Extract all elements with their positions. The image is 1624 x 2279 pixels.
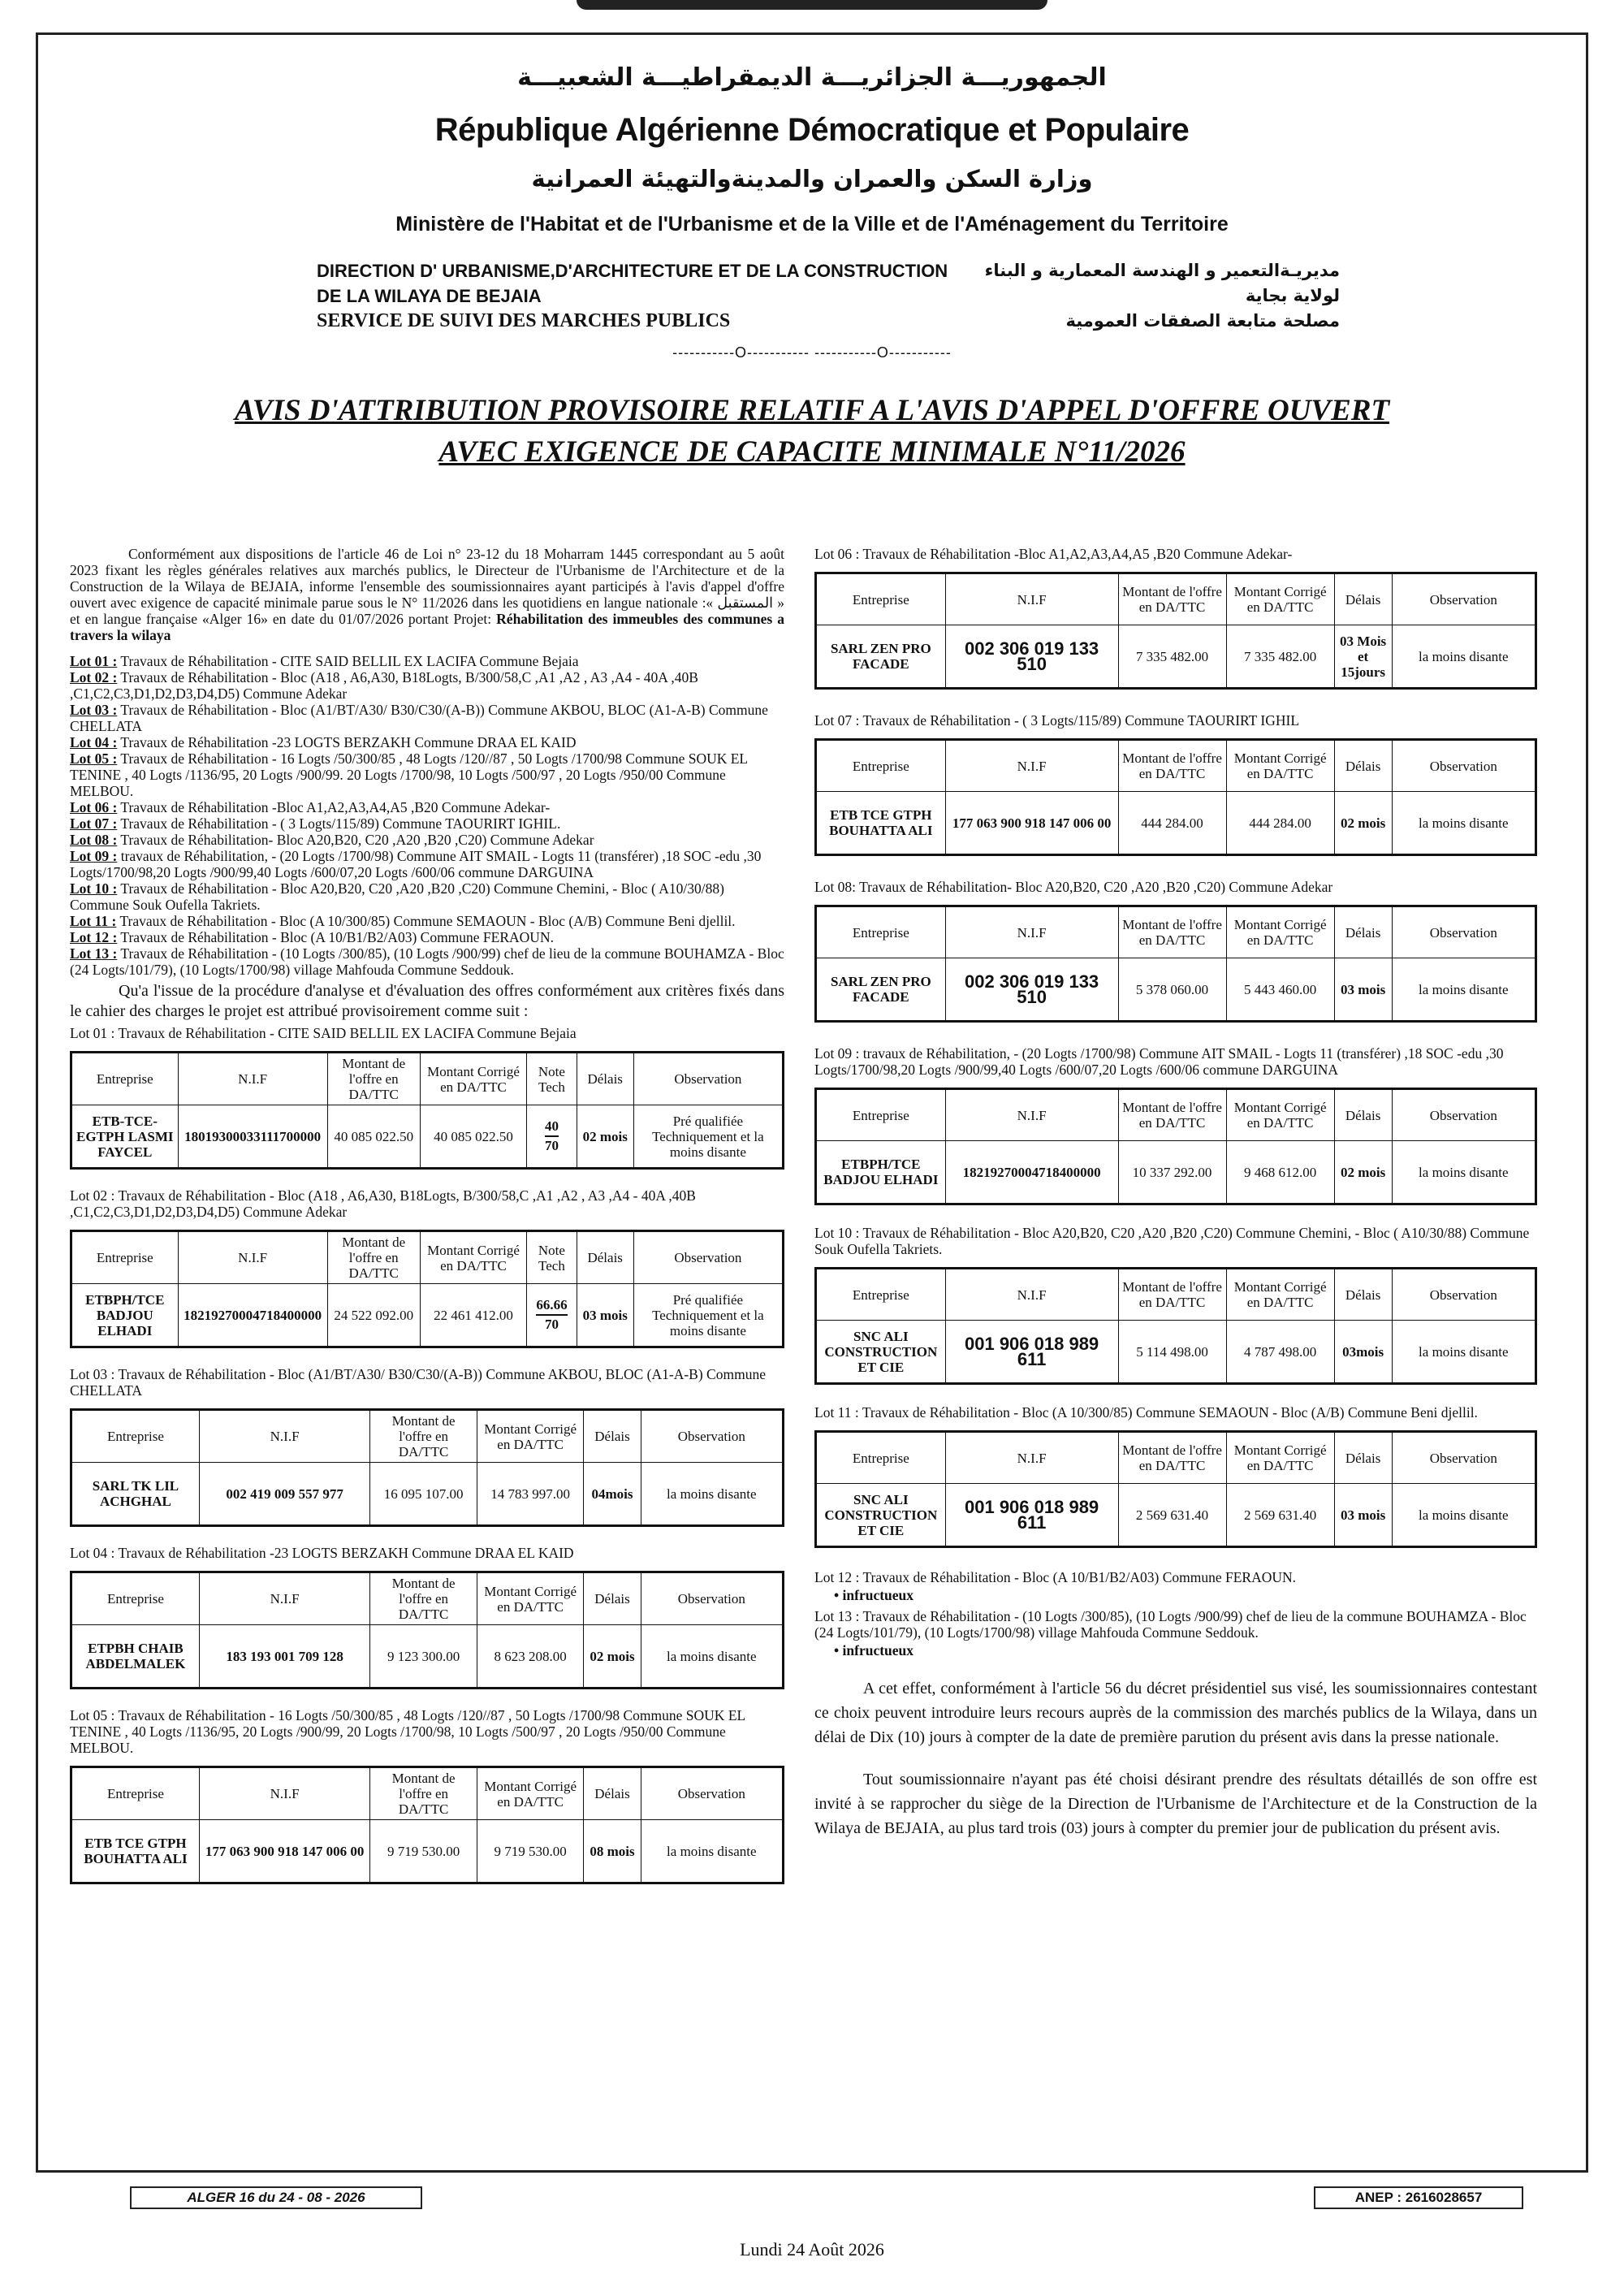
note-numerator: 40	[545, 1118, 559, 1137]
table-row	[71, 1820, 784, 1883]
closing-paragraph-2: Tout soumissionnaire n'ayant pas été choisi désirant prendre des résultats détaillés de son offre est invité à se rapprocher du siège de la Direction de l'Urbanisme de l'Architecture et de la Construction de la Wilaya de BEJAIA, au plus tard trois (03) jours à compter du premier jour de publication du présent avis.	[814, 1771, 1537, 1837]
award-lot-heading	[70, 1366, 784, 1399]
header-separator: -----------O----------- -----------O-----------	[672, 344, 952, 361]
cell-montant-offre: 10 337 292.00	[1118, 1141, 1226, 1204]
award-lot-heading	[70, 1707, 784, 1756]
header-montant-offre: Montant de l'offre en DA/TTC	[1118, 740, 1226, 792]
cell-entreprise: SARL ZEN PRO FACADE	[816, 958, 946, 1022]
lot-list-label: Lot 04 :	[70, 734, 118, 750]
award-table	[814, 1088, 1537, 1205]
cell-montant-offre: 5 378 060.00	[1118, 958, 1226, 1022]
header-nif: N.I.F	[945, 1269, 1118, 1321]
cell-entreprise: ETB-TCE-EGTPH LASMI FAYCEL	[71, 1105, 179, 1169]
header-delais: Délais	[584, 1767, 641, 1820]
header-entreprise: Entreprise	[816, 1432, 946, 1484]
lot-list-text: Travaux de Réhabilitation - Bloc (A1/BT/A30/ B30/C30/(A-B)) Commune AKBOU, BLOC (A1-A-B) Commune CHELLATA	[70, 702, 768, 734]
header-observation: Observation	[641, 1767, 783, 1820]
header-note-tech: Note Tech	[527, 1053, 577, 1105]
cell-montant-offre: 7 335 482.00	[1118, 625, 1226, 689]
cell-nif: 002 306 019 133 510	[945, 625, 1118, 689]
header-delais: Délais	[1334, 740, 1392, 792]
header-entreprise: Entreprise	[816, 573, 946, 625]
lot-list-item	[70, 653, 784, 669]
header-montant-corrige: Montant Corrigé en DA/TTC	[1226, 1089, 1334, 1141]
award-table	[814, 738, 1537, 856]
lot-list-item	[70, 929, 784, 945]
lot-list-item	[70, 815, 784, 832]
award-table	[70, 1230, 784, 1348]
cell-delais: 04mois	[584, 1463, 641, 1526]
notice-title: AVIS D'ATTRIBUTION PROVISOIRE RELATIF A L'AVIS D'APPEL D'OFFRE OUVERT	[234, 394, 1390, 427]
cell-delais: 02 mois	[584, 1625, 641, 1689]
header-observation: Observation	[641, 1572, 783, 1625]
header-fr-ministry: Ministère de l'Habitat et de l'Urbanisme et de la Ville et de l'Aménagement du Territoire	[395, 213, 1229, 236]
cell-nif: 18219270004718400000	[178, 1284, 327, 1347]
lot-list-text: Travaux de Réhabilitation - Bloc A20,B20, C20 ,A20 ,B20 ,C20) Commune Chemini, - Bloc ( A10/30/88) Commune Souk Oufella Takriets.	[70, 880, 724, 913]
header-entreprise: Entreprise	[816, 906, 946, 958]
award-lot-heading	[70, 1025, 784, 1041]
award-lot-heading-text: Lot 08: Travaux de Réhabilitation- Bloc A20,B20, C20 ,A20 ,B20 ,C20) Commune Adekar	[814, 879, 1333, 895]
award-lot-heading	[814, 712, 1537, 729]
header-montant-corrige: Montant Corrigé en DA/TTC	[420, 1053, 527, 1105]
lot12-status-text: infructueux	[842, 1587, 914, 1603]
award-table	[70, 1408, 784, 1527]
note-fraction	[536, 1296, 567, 1334]
award-table	[814, 1430, 1537, 1548]
table-row	[816, 1321, 1536, 1384]
award-table	[814, 1267, 1537, 1385]
cell-entreprise: ETPBH CHAIB ABDELMALEK	[71, 1625, 200, 1689]
cell-delais: 08 mois	[584, 1820, 641, 1883]
lot12-heading	[814, 1569, 1537, 1585]
cell-montant-offre: 2 569 631.40	[1118, 1484, 1226, 1547]
table-row	[816, 792, 1536, 855]
header-montant-offre: Montant de l'offre en DA/TTC	[327, 1053, 420, 1105]
table-row	[71, 1625, 784, 1689]
lot-list-text: Travaux de Réhabilitation - (10 Logts /300/85), (10 Logts /900/99) chef de lieu de la commune BOUHAMZA - Bloc (24 Logts/101/79), (10 Logts/1700/98) village Mahfouda Commune Seddouk.	[70, 945, 784, 978]
note-numerator: 66.66	[536, 1296, 567, 1316]
award-lot-heading-text: Lot 01 : Travaux de Réhabilitation - CITE SAID BELLIL EX LACIFA Commune Bejaia	[70, 1025, 577, 1041]
award-table	[814, 572, 1537, 690]
table-row	[816, 958, 1536, 1022]
direction-fr-line: SERVICE DE SUIVI DES MARCHES PUBLICS	[317, 310, 731, 331]
header-observation: Observation	[633, 1231, 783, 1284]
header-montant-corrige: Montant Corrigé en DA/TTC	[1226, 740, 1334, 792]
header-delais: Délais	[1334, 1432, 1392, 1484]
cell-entreprise: SNC ALI CONSTRUCTION ET CIE	[816, 1321, 946, 1384]
cell-delais: 03 mois	[577, 1284, 633, 1347]
header-montant-offre: Montant de l'offre en DA/TTC	[1118, 1269, 1226, 1321]
cell-montant-corrige: 7 335 482.00	[1226, 625, 1334, 689]
award-lot-heading-text: Lot 02 : Travaux de Réhabilitation - Bloc (A18 , A6,A30, B18Logts, B/300/58,C ,A1 ,A2 , A3 ,A4 - 40A ,40B ,C1,C2,C3,D1,D2,D3,D4,D5) Commune Adekar	[70, 1187, 696, 1220]
cell-montant-corrige: 2 569 631.40	[1226, 1484, 1334, 1547]
cell-entreprise: SARL TK LIL ACHGHAL	[71, 1463, 200, 1526]
header-montant-offre: Montant de l'offre en DA/TTC	[1118, 906, 1226, 958]
cell-observation: la moins disante	[1392, 1321, 1535, 1384]
header-observation: Observation	[1392, 740, 1535, 792]
cell-montant-corrige: 40 085 022.50	[420, 1105, 527, 1169]
cell-observation: Pré qualifiée Techniquement et la moins disante	[633, 1105, 783, 1169]
lot-list-text: Travaux de Réhabilitation -23 LOGTS BERZAKH Commune DRAA EL KAID	[120, 734, 577, 750]
note-fraction	[545, 1118, 559, 1155]
header-montant-corrige: Montant Corrigé en DA/TTC	[1226, 1269, 1334, 1321]
table-row	[816, 1484, 1536, 1547]
cell-entreprise: ETBPH/TCE BADJOU ELHADI	[71, 1284, 179, 1347]
cell-nif: 18219270004718400000	[945, 1141, 1118, 1204]
cell-montant-offre: 9 719 530.00	[370, 1820, 477, 1883]
header-entreprise: Entreprise	[816, 740, 946, 792]
cell-delais: 03 mois	[1334, 958, 1392, 1022]
lot-list-label: Lot 10 :	[70, 880, 118, 897]
lot-list-label: Lot 07 :	[70, 815, 118, 832]
cell-nif: 001 906 018 989 611	[945, 1484, 1118, 1547]
award-lot-heading-text: Lot 10 : Travaux de Réhabilitation - Bloc A20,B20, C20 ,A20 ,B20 ,C20) Commune Chemini, - Bloc ( A10/30/88) Commune Souk Oufella Takriets.	[814, 1225, 1530, 1257]
header-montant-corrige: Montant Corrigé en DA/TTC	[1226, 1432, 1334, 1484]
lot-list-item	[70, 702, 784, 734]
lot-list-text: Travaux de Réhabilitation - Bloc (A18 , A6,A30, B18Logts, B/300/58,C ,A1 ,A2 , A3 ,A4 - 40A ,40B ,C1,C2,C3,D1,D2,D3,D4,D5) Commune Adekar	[70, 669, 698, 702]
header-delais: Délais	[577, 1053, 633, 1105]
lot12-head-text: Lot 12 : Travaux de Réhabilitation - Bloc (A 10/B1/B2/A03) Commune FERAOUN.	[814, 1569, 1297, 1585]
cell-delais: 02 mois	[1334, 792, 1392, 855]
direction-fr-line: DIRECTION D' URBANISME,D'ARCHITECTURE ET DE LA CONSTRUCTION	[317, 261, 948, 281]
lot-list-label: Lot 13 :	[70, 945, 118, 962]
lot-list-item	[70, 848, 784, 880]
lot13-heading	[814, 1608, 1537, 1641]
award-table	[70, 1571, 784, 1689]
header-ar-republic: الجمهوريـــة الجزائريـــة الديمقراطيـــة الشعبيـــة	[517, 63, 1107, 92]
cell-nif: 177 063 900 918 147 006 00	[199, 1820, 369, 1883]
header-fr-republic: République Algérienne Démocratique et Populaire	[434, 112, 1190, 148]
lot12-status: • infructueux	[834, 1587, 914, 1603]
award-lot-heading	[814, 879, 1537, 895]
header-nif: N.I.F	[178, 1053, 327, 1105]
lot-list-item	[70, 669, 784, 702]
lot-list-text: Travaux de Réhabilitation- Bloc A20,B20, C20 ,A20 ,B20 ,C20) Commune Adekar	[120, 832, 594, 848]
header-delais: Délais	[1334, 573, 1392, 625]
lot-list-text: travaux de Réhabilitation, - (20 Logts /1700/98) Commune AIT SMAIL - Logts 11 (transférer) ,18 SOC -edu ,30 Logts/1700/98,20 Logts /900/99,40 Logts /600/07,20 Logts /600/06 commune DARGUINA	[70, 848, 762, 880]
lot-list-text: Travaux de Réhabilitation -Bloc A1,A2,A3,A4,A5 ,B20 Commune Adekar-	[120, 799, 551, 815]
lot-list-label: Lot 01 :	[70, 653, 118, 669]
header-delais: Délais	[577, 1231, 633, 1284]
issue-paragraph: Qu'a l'issue de la procédure d'analyse et d'évaluation des offres conformément aux critères fixés dans le cahier des charges le projet est attribué provisoirement comme suit :	[70, 982, 784, 1020]
award-table	[70, 1766, 784, 1884]
lot-list-text: Travaux de Réhabilitation - CITE SAID BELLIL EX LACIFA Commune Bejaia	[120, 653, 579, 669]
table-row	[71, 1105, 784, 1169]
lot-list-item	[70, 799, 784, 815]
header-montant-corrige: Montant Corrigé en DA/TTC	[1226, 573, 1334, 625]
header-observation: Observation	[641, 1410, 783, 1463]
left-column	[70, 546, 784, 1889]
header-delais: Délais	[1334, 1089, 1392, 1141]
footer-anep: ANEP : 2616028657	[1314, 2186, 1523, 2209]
table-row	[816, 625, 1536, 689]
header-observation: Observation	[1392, 573, 1535, 625]
header-nif: N.I.F	[199, 1572, 369, 1625]
cell-nif: 002 306 019 133 510	[945, 958, 1118, 1022]
cell-montant-corrige: 22 461 412.00	[420, 1284, 527, 1347]
lot-list-text: Travaux de Réhabilitation - 16 Logts /50/300/85 , 48 Logts /120//87 , 50 Logts /1700/98 Commune SOUK EL TENINE , 40 Logts /1136/95, 20 Logts /900/99. 20 Logts /1700/98, 10 Logts /500/97 , 20 Logts /950/00 Commune MELBOU.	[70, 750, 748, 799]
header-montant-corrige: Montant Corrigé en DA/TTC	[1226, 906, 1334, 958]
header-nif: N.I.F	[945, 1432, 1118, 1484]
lot-list-item	[70, 913, 784, 929]
footer-publication: ALGER 16 du 24 - 08 - 2026	[130, 2186, 422, 2209]
cell-note-tech	[527, 1284, 577, 1347]
right-awards	[814, 546, 1537, 1548]
cell-nif: 002 419 009 557 977	[199, 1463, 369, 1526]
cell-montant-corrige: 5 443 460.00	[1226, 958, 1334, 1022]
award-table	[70, 1051, 784, 1170]
award-lot-heading-text: Lot 07 : Travaux de Réhabilitation - ( 3 Logts/115/89) Commune TAOURIRT IGHIL	[814, 712, 1300, 729]
award-lot-heading-text: Lot 09 : travaux de Réhabilitation, - (20 Logts /1700/98) Commune AIT SMAIL - Logts 11 (transférer) ,18 SOC -edu ,30 Logts/1700/98,20 Logts /900/99,40 Logts /600/07,20 Logts /600/06 commune DARGUINA	[814, 1045, 1504, 1078]
header-montant-corrige: Montant Corrigé en DA/TTC	[420, 1231, 527, 1284]
award-lot-heading-text: Lot 05 : Travaux de Réhabilitation - 16 Logts /50/300/85 , 48 Logts /120//87 , 50 Logts /1700/98 Commune SOUK EL TENINE , 40 Logts /1136/95, 20 Logts /900/99, 20 Logts /1700/98, 10 Logts /500/97 , 20 Logts /950/00 Commune MELBOU.	[70, 1707, 745, 1756]
cell-entreprise: ETB TCE GTPH BOUHATTA ALI	[816, 792, 946, 855]
header-delais: Délais	[1334, 906, 1392, 958]
award-lot-heading	[70, 1187, 784, 1220]
note-denominator: 70	[544, 1317, 559, 1332]
cell-nif: 18019300033111700000	[178, 1105, 327, 1169]
left-awards	[70, 1025, 784, 1884]
header-entreprise: Entreprise	[71, 1231, 179, 1284]
cell-observation: la moins disante	[1392, 958, 1535, 1022]
table-row	[71, 1284, 784, 1347]
header-montant-offre: Montant de l'offre en DA/TTC	[370, 1767, 477, 1820]
header-entreprise: Entreprise	[71, 1572, 200, 1625]
lot-list-label: Lot 09 :	[70, 848, 118, 864]
award-lot-heading-text: Lot 06 : Travaux de Réhabilitation -Bloc A1,A2,A3,A4,A5 ,B20 Commune Adekar-	[814, 546, 1293, 562]
header-nif: N.I.F	[945, 740, 1118, 792]
lot13-status: • infructueux	[834, 1642, 914, 1658]
header-entreprise: Entreprise	[71, 1767, 200, 1820]
cell-entreprise: SARL ZEN PRO FACADE	[816, 625, 946, 689]
cell-montant-offre: 24 522 092.00	[327, 1284, 420, 1347]
intro-paragraph	[70, 546, 784, 643]
cell-observation: la moins disante	[641, 1625, 783, 1689]
header-delais: Délais	[584, 1410, 641, 1463]
award-lot-heading	[70, 1545, 784, 1561]
cell-delais: 03 mois	[1334, 1484, 1392, 1547]
cell-observation: la moins disante	[1392, 1484, 1535, 1547]
cell-note-tech	[527, 1105, 577, 1169]
intro-projet: Réhabilitation des immeubles des communes a travers la wilaya	[70, 611, 785, 643]
header-montant-offre: Montant de l'offre en DA/TTC	[370, 1410, 477, 1463]
award-lot-heading	[814, 1404, 1537, 1421]
award-lot-heading-text: Lot 03 : Travaux de Réhabilitation - Bloc (A1/BT/A30/ B30/C30/(A-B)) Commune AKBOU, BLOC (A1-A-B) Commune CHELLATA	[70, 1366, 766, 1399]
top-tab	[577, 0, 1047, 10]
cell-montant-corrige: 8 623 208.00	[477, 1625, 584, 1689]
header-montant-offre: Montant de l'offre en DA/TTC	[1118, 1432, 1226, 1484]
footer-date: Lundi 24 Août 2026	[740, 2239, 884, 2260]
lot-list-label: Lot 08 :	[70, 832, 118, 848]
right-column	[814, 546, 1537, 1840]
header-delais: Délais	[584, 1572, 641, 1625]
header-observation: Observation	[1392, 1432, 1535, 1484]
cell-entreprise: ETB TCE GTPH BOUHATTA ALI	[71, 1820, 200, 1883]
header-nif: N.I.F	[199, 1410, 369, 1463]
lot13-head-text: Lot 13 : Travaux de Réhabilitation - (10 Logts /300/85), (10 Logts /900/99) chef de lieu de la commune BOUHAMZA - Bloc (24 Logts/101/79), (10 Logts/1700/98) village Mahfouda Commune Seddouk.	[814, 1608, 1527, 1641]
cell-observation: la moins disante	[1392, 1141, 1535, 1204]
cell-delais: 03 Mois et 15jours	[1334, 625, 1392, 689]
closing-paragraph-1: A cet effet, conformément à l'article 56 du décret présidentiel sus visé, les soumissionnaires contestant ce choix peuvent introduire leurs recours auprès de la commission des marchés publics de la Wilaya, dans un délai de Dix (10) jours à compter de la date de première parution du présent avis dans la presse nationale.	[814, 1680, 1537, 1746]
cell-delais: 02 mois	[1334, 1141, 1392, 1204]
intro-text: Conformément aux dispositions de l'article 46 de Loi n° 23-12 du 18 Moharram 1445 correspondant au 5 août 2023 fixant les règles générales relatives aux marchés publics, le Directeur de l'Urbanisme de l'Architecture et de la Construction de la Wilaya de BEJAIA, informe l'ensemble des soumissionnaires ayant participés à l'avis d'appel d'offre ouvert avec exigence de capacité minimale parue sous le N° 11/2026 dans les quotidiens en langue nationale :« المستقبل » et en langue française «Alger 16» en date du 01/07/2026 portant Projet:	[70, 546, 785, 627]
lot-list-label: Lot 06 :	[70, 799, 118, 815]
cell-montant-offre: 40 085 022.50	[327, 1105, 420, 1169]
header-ar-ministry: وزارة السكن والعمران والمدينةوالتهيئة العمرانية	[531, 165, 1093, 192]
award-lot-heading	[814, 1225, 1537, 1257]
cell-observation: la moins disante	[1392, 625, 1535, 689]
header-entreprise: Entreprise	[816, 1089, 946, 1141]
cell-montant-corrige: 9 468 612.00	[1226, 1141, 1334, 1204]
header-montant-offre: Montant de l'offre en DA/TTC	[370, 1572, 477, 1625]
header-delais: Délais	[1334, 1269, 1392, 1321]
cell-montant-offre: 5 114 498.00	[1118, 1321, 1226, 1384]
header-observation: Observation	[633, 1053, 783, 1105]
header-montant-offre: Montant de l'offre en DA/TTC	[1118, 1089, 1226, 1141]
header-entreprise: Entreprise	[71, 1410, 200, 1463]
header-montant-corrige: Montant Corrigé en DA/TTC	[477, 1572, 584, 1625]
cell-montant-offre: 9 123 300.00	[370, 1625, 477, 1689]
direction-fr	[317, 258, 948, 334]
header-nif: N.I.F	[178, 1231, 327, 1284]
lot-list-item	[70, 832, 784, 848]
header-nif: N.I.F	[199, 1767, 369, 1820]
cell-observation: Pré qualifiée Techniquement et la moins disante	[633, 1284, 783, 1347]
award-lot-heading-text: Lot 04 : Travaux de Réhabilitation -23 LOGTS BERZAKH Commune DRAA EL KAID	[70, 1545, 574, 1561]
note-denominator: 70	[544, 1138, 559, 1153]
lot-list-label: Lot 11 :	[70, 913, 117, 929]
lot13-status-text: infructueux	[842, 1642, 914, 1658]
direction-fr-line: DE LA WILAYA DE BEJAIA	[317, 286, 542, 306]
direction-ar	[985, 258, 1340, 334]
header-nif: N.I.F	[945, 906, 1118, 958]
header-montant-corrige: Montant Corrigé en DA/TTC	[477, 1767, 584, 1820]
cell-montant-corrige: 444 284.00	[1226, 792, 1334, 855]
cell-entreprise: SNC ALI CONSTRUCTION ET CIE	[816, 1484, 946, 1547]
award-lot-heading	[814, 546, 1537, 562]
notice-subtitle: AVEC EXIGENCE DE CAPACITE MINIMALE N°11/2026	[438, 435, 1186, 469]
cell-montant-offre: 16 095 107.00	[370, 1463, 477, 1526]
header-nif: N.I.F	[945, 1089, 1118, 1141]
header-entreprise: Entreprise	[71, 1053, 179, 1105]
table-row	[816, 1141, 1536, 1204]
header-observation: Observation	[1392, 1089, 1535, 1141]
table-row	[71, 1463, 784, 1526]
cell-montant-corrige: 4 787 498.00	[1226, 1321, 1334, 1384]
cell-nif: 183 193 001 709 128	[199, 1625, 369, 1689]
cell-montant-corrige: 14 783 997.00	[477, 1463, 584, 1526]
lot-list-item	[70, 880, 784, 913]
header-observation: Observation	[1392, 906, 1535, 958]
lot-list-text: Travaux de Réhabilitation - ( 3 Logts/115/89) Commune TAOURIRT IGHIL.	[120, 815, 561, 832]
header-entreprise: Entreprise	[816, 1269, 946, 1321]
cell-delais: 02 mois	[577, 1105, 633, 1169]
lot-list-label: Lot 03 :	[70, 702, 118, 718]
lot-list-item	[70, 945, 784, 978]
header-montant-offre: Montant de l'offre en DA/TTC	[327, 1231, 420, 1284]
lot-list-text: Travaux de Réhabilitation - Bloc (A 10/300/85) Commune SEMAOUN - Bloc (A/B) Commune Beni djellil.	[119, 913, 736, 929]
direction-ar-line: لولاية بجاية	[1245, 286, 1340, 305]
lot-list-text: Travaux de Réhabilitation - Bloc (A 10/B1/B2/A03) Commune FERAOUN.	[120, 929, 554, 945]
cell-observation: la moins disante	[1392, 792, 1535, 855]
lot-list-item	[70, 734, 784, 750]
header-note-tech: Note Tech	[527, 1231, 577, 1284]
award-lot-heading-text: Lot 11 : Travaux de Réhabilitation - Bloc (A 10/300/85) Commune SEMAOUN - Bloc (A/B) Commune Beni djellil.	[814, 1404, 1478, 1421]
cell-observation: la moins disante	[641, 1463, 783, 1526]
cell-montant-offre: 444 284.00	[1118, 792, 1226, 855]
award-table	[814, 905, 1537, 1023]
cell-montant-corrige: 9 719 530.00	[477, 1820, 584, 1883]
lot-list-label: Lot 02 :	[70, 669, 118, 685]
cell-delais: 03mois	[1334, 1321, 1392, 1384]
lot-list-label: Lot 12 :	[70, 929, 118, 945]
header-montant-offre: Montant de l'offre en DA/TTC	[1118, 573, 1226, 625]
lot-list-item	[70, 750, 784, 799]
cell-nif: 177 063 900 918 147 006 00	[945, 792, 1118, 855]
direction-ar-line: مصلحة متابعة الصفقات العمومية	[1065, 311, 1340, 331]
lots-list	[70, 653, 784, 978]
header-observation: Observation	[1392, 1269, 1535, 1321]
header-montant-corrige: Montant Corrigé en DA/TTC	[477, 1410, 584, 1463]
cell-observation: la moins disante	[641, 1820, 783, 1883]
direction-ar-line: مديريـةالتعمير و الهندسة المعمارية و البناء	[984, 261, 1340, 280]
header-nif: N.I.F	[945, 573, 1118, 625]
cell-nif: 001 906 018 989 611	[945, 1321, 1118, 1384]
lot-list-label: Lot 05 :	[70, 750, 118, 767]
cell-entreprise: ETBPH/TCE BADJOU ELHADI	[816, 1141, 946, 1204]
award-lot-heading	[814, 1045, 1537, 1078]
